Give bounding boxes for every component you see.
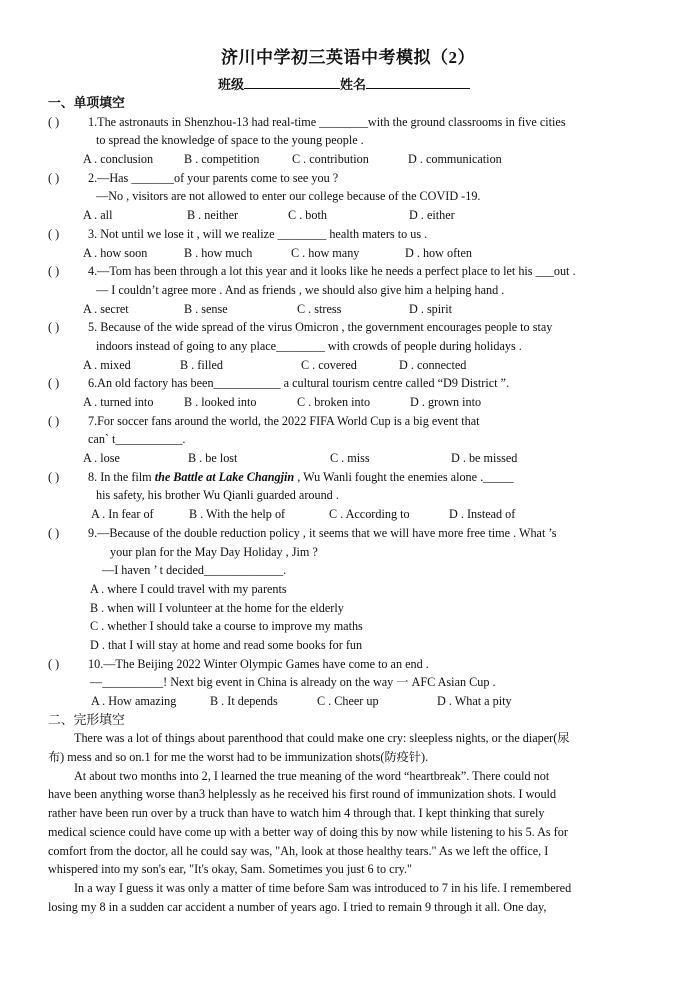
question-text: your plan for the May Day Holiday , Jim ? xyxy=(110,544,318,559)
answer-paren[interactable]: ( ) xyxy=(48,525,60,540)
option-a: A . turned into xyxy=(83,395,154,409)
question-7 xyxy=(48,412,650,431)
name-label: 姓名 xyxy=(340,77,367,92)
options xyxy=(48,692,650,711)
option-d: D . grown into xyxy=(410,395,482,409)
option-a: A . how soon xyxy=(83,245,148,260)
answer-paren[interactable]: ( ) xyxy=(48,264,60,279)
question-8 xyxy=(48,468,650,487)
option-b: B . With the help of xyxy=(189,507,286,522)
class-blank[interactable] xyxy=(244,74,340,89)
answer-paren[interactable]: ( ) xyxy=(48,114,60,129)
option-a: A . where I could travel with my parents xyxy=(90,581,287,596)
option-b: B . competition xyxy=(184,152,260,167)
option-d: D . how often xyxy=(405,245,473,260)
section-heading: 一、单项填空 xyxy=(48,96,125,110)
cloze-paragraph-1 xyxy=(48,729,650,766)
option-a: A . mixed xyxy=(83,357,131,372)
options xyxy=(48,300,650,319)
options xyxy=(48,356,650,375)
question-text: 4.—Tom has been through a lot this year and it looks like he needs a perfect place to let his ___out . xyxy=(88,264,576,279)
class-name-line xyxy=(218,74,470,95)
exam-content xyxy=(48,94,650,916)
option-d: D . be missed xyxy=(451,451,518,466)
question-1 xyxy=(48,113,650,132)
option-a: A . lose xyxy=(83,451,120,466)
option-b: B . when will I volunteer at the home for the elderly xyxy=(90,600,344,615)
option-d: D . connected xyxy=(399,357,467,372)
question-6 xyxy=(48,374,650,393)
paragraph-line: comfort from the doctor, all he could say was, "Ah, look at those healthy tears." As we left the office, I xyxy=(48,843,549,858)
option-c: C . how many xyxy=(291,245,360,260)
question-2 xyxy=(48,169,650,188)
paragraph-line: medical science could have come up with a better way of doing this by now while listening to his 5. As for xyxy=(48,824,568,839)
question-10 xyxy=(48,655,650,674)
option-c: C . whether I should take a course to improve my maths xyxy=(90,619,363,634)
answer-paren[interactable]: ( ) xyxy=(48,469,60,484)
options xyxy=(48,449,650,468)
page-title: 济川中学初三英语中考模拟（2） xyxy=(221,48,475,67)
option-d: D . either xyxy=(409,208,455,223)
option-b: B . looked into xyxy=(184,395,257,409)
option-b: B . how much xyxy=(184,245,253,260)
question-text: to spread the knowledge of space to the young people . xyxy=(96,133,364,148)
option-c: C . Cheer up xyxy=(317,694,379,708)
option-a: A . secret xyxy=(83,301,129,316)
section-heading: 二、完形填空 xyxy=(48,712,125,727)
question-3 xyxy=(48,225,650,244)
option-b: B . It depends xyxy=(210,694,278,708)
paragraph-line: There was a lot of things about parenthood that could make one cry: sleepless nights, or the diaper(尿 xyxy=(74,731,570,746)
answer-paren[interactable]: ( ) xyxy=(48,376,60,391)
question-text: 2.—Has _______of your parents come to see you ? xyxy=(88,170,339,185)
cloze-paragraph-3 xyxy=(48,879,650,916)
paragraph-line: 布) mess and so on.1 for me the worst had to be immunization shots(防疫针). xyxy=(48,750,429,765)
option-c: C . broken into xyxy=(297,395,371,409)
option-a: A . In fear of xyxy=(91,507,154,522)
options xyxy=(48,206,650,225)
option-c: C . stress xyxy=(297,301,342,316)
film-title: the Battle at Lake Changjin xyxy=(154,469,295,484)
question-text: 6.An old factory has been___________ a cultural tourism centre called “D9 District ”. xyxy=(88,376,510,391)
answer-paren[interactable]: ( ) xyxy=(48,656,60,671)
question-text: 10.—The Beijing 2022 Winter Olympic Games have come to an end . xyxy=(88,656,429,671)
question-text: his safety, his brother Wu Qianli guarded around . xyxy=(96,488,339,503)
question-text: —__________! Next big event in China is already on the way 一 AFC Asian Cup . xyxy=(90,675,496,690)
option-d: D . Instead of xyxy=(449,507,516,522)
question-text: 7.For soccer fans around the world, the 2022 FIFA World Cup is a big event that xyxy=(88,413,480,428)
answer-paren[interactable]: ( ) xyxy=(48,226,60,241)
answer-paren[interactable]: ( ) xyxy=(48,170,60,185)
option-d: D . spirit xyxy=(409,301,452,316)
option-c: C . According to xyxy=(329,507,410,522)
option-c: C . miss xyxy=(330,451,370,466)
paragraph-line: rather have been run over by a truck than have to watch him 4 through that. I kept thinking that surely xyxy=(48,806,545,821)
option-d: D . that I will stay at home and read some books for fun xyxy=(90,637,363,652)
options xyxy=(48,505,650,524)
question-text: 9.—Because of the double reduction policy , it seems that we will have more free time . What ’s xyxy=(88,525,557,540)
option-b: B . filled xyxy=(180,357,223,372)
paragraph-line: losing my 8 in a sudden car accident a number of years ago. I tried to remain 9 through it all. One day, xyxy=(48,899,547,914)
question-text: , Wu Wanli fought the enemies alone ._____ xyxy=(294,469,514,484)
question-text: —I haven ’ t decided_____________. xyxy=(102,563,287,578)
option-a: A . How amazing xyxy=(91,694,177,708)
options xyxy=(48,244,650,263)
question-4 xyxy=(48,262,650,281)
option-d: D . communication xyxy=(408,152,502,167)
option-b: B . sense xyxy=(184,301,228,316)
option-b: B . neither xyxy=(187,208,239,223)
name-blank[interactable] xyxy=(366,74,470,89)
option-b: B . be lost xyxy=(188,451,238,466)
cloze-paragraph-2 xyxy=(48,767,650,879)
options xyxy=(48,150,650,169)
question-9 xyxy=(48,524,650,543)
answer-paren[interactable]: ( ) xyxy=(48,320,60,335)
paragraph-line: In a way I guess it was only a matter of time before Sam was introduced to 7 in his life. I remembered xyxy=(74,880,572,895)
option-a: A . conclusion xyxy=(83,152,154,167)
paragraph-line: At about two months into 2, I learned the true meaning of the word “heartbreak”. There could not xyxy=(74,768,550,783)
answer-paren[interactable]: ( ) xyxy=(48,413,60,428)
option-a: A . all xyxy=(83,208,113,223)
class-label: 班级 xyxy=(218,77,245,92)
paragraph-line: whispered into my son's ear, "It's okay, Sam. Sometimes you just 6 to cry." xyxy=(48,862,412,877)
question-5 xyxy=(48,318,650,337)
question-text: indoors instead of going to any place________ with crowds of people during holidays . xyxy=(96,338,522,353)
options xyxy=(48,393,650,412)
question-text: 5. Because of the wide spread of the virus Omicron , the government encourages people to stay xyxy=(88,320,553,335)
question-text: 8. In the film xyxy=(88,469,155,484)
question-text: — I couldn’t agree more . And as friends , we should also give him a helping hand . xyxy=(96,282,505,297)
option-c: C . both xyxy=(288,208,327,223)
option-d: D . What a pity xyxy=(437,694,512,708)
question-text: 3. Not until we lose it , will we realize ________ health maters to us . xyxy=(88,226,428,241)
question-text: 1.The astronauts in Shenzhou-13 had real-time ________with the ground classrooms in five cities xyxy=(88,114,566,129)
paragraph-line: have been anything worse than3 helplessly as he received his first round of immunization shots. I would xyxy=(48,787,557,802)
question-text: can` t___________. xyxy=(88,432,186,447)
option-c: C . covered xyxy=(301,357,357,372)
option-c: C . contribution xyxy=(292,152,369,167)
question-text: —No , visitors are not allowed to enter our college because of the COVID -19. xyxy=(96,189,481,204)
